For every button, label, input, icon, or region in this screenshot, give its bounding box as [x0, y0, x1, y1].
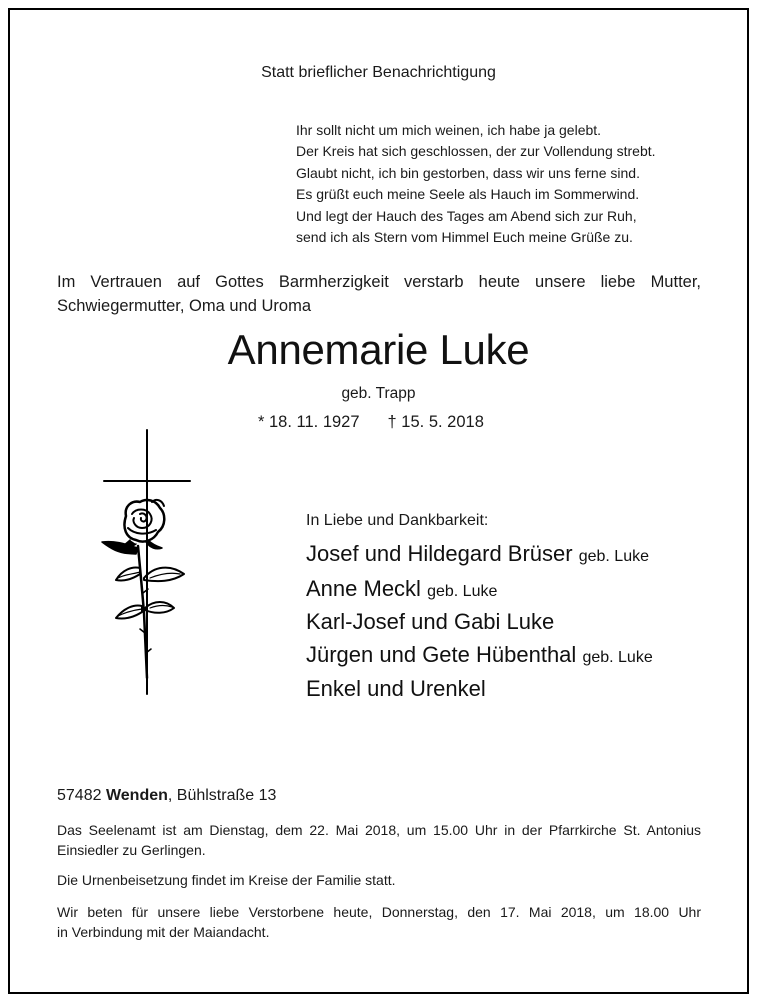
- address-street: , Bühlstraße 13: [167, 787, 277, 804]
- intro-line-2: Schwiegermutter, Oma und Uroma: [57, 297, 312, 315]
- mourner-name: Josef und Hildegard Brüser: [306, 541, 573, 566]
- mass-notice-line-2: Einsiedler zu Gerlingen.: [57, 842, 206, 858]
- header-line: Statt brieflicher Benachrichtigung: [261, 64, 496, 81]
- mourner-note: geb. Luke: [427, 583, 498, 600]
- mourner-name: Jürgen und Gete Hübenthal: [306, 642, 577, 667]
- mourner-line: [306, 576, 497, 602]
- poem-line: Der Kreis hat sich geschlossen, der zur Vollendung strebt.: [296, 143, 656, 160]
- mourner-name: Karl-Josef und Gabi Luke: [306, 609, 555, 634]
- poem: [296, 120, 656, 248]
- intro-line-1: Im Vertrauen auf Gottes Barmherzigkeit verstarb heute unsere liebe Mutter,: [57, 273, 701, 291]
- family-address: [57, 787, 276, 805]
- mourner-line: [306, 609, 554, 635]
- mass-notice: [57, 820, 701, 860]
- mourner-line: [306, 676, 486, 702]
- poem-line: Und legt der Hauch des Tages am Abend sich zur Ruh,: [296, 207, 637, 224]
- maiden-name: geb. Trapp: [341, 385, 416, 402]
- mourner-line: [306, 541, 649, 567]
- mourners-label: In Liebe und Dankbarkeit:: [306, 512, 489, 529]
- prayer-notice: [57, 902, 701, 942]
- birth-date: * 18. 11. 1927: [258, 413, 360, 431]
- mourner-name: Enkel und Urenkel: [306, 676, 486, 701]
- mass-notice-line-1: Das Seelenamt ist am Dienstag, dem 22. Mai 2018, um 15.00 Uhr in der Pfarrkirche St. Antonius: [57, 822, 701, 838]
- poem-line: Glaubt nicht, ich bin gestorben, dass wir uns ferne sind.: [296, 164, 640, 181]
- cross-rose-icon: [96, 428, 196, 698]
- poem-line: send ich als Stern vom Himmel Euch meine Grüße zu.: [296, 229, 633, 246]
- prayer-notice-line-2: in Verbindung mit der Maiandacht.: [57, 924, 270, 940]
- mourner-name: Anne Meckl: [306, 576, 421, 601]
- address-city: Wenden: [105, 787, 168, 804]
- intro-text: [57, 270, 701, 318]
- poem-line: Ihr sollt nicht um mich weinen, ich habe ja gelebt.: [296, 122, 602, 138]
- death-date: † 15. 5. 2018: [387, 413, 484, 431]
- mourner-note: geb. Luke: [578, 548, 649, 565]
- poem-line: Es grüßt euch meine Seele als Hauch im Sommerwind.: [296, 186, 640, 203]
- prayer-notice-line-1: Wir beten für unsere liebe Verstorbene heute, Donnerstag, den 17. Mai 2018, um 18.00 Uhr: [57, 904, 701, 920]
- mourner-note: geb. Luke: [582, 649, 653, 666]
- urn-notice: Die Urnenbeisetzung findet im Kreise der Familie statt.: [57, 872, 396, 888]
- deceased-name: Annemarie Luke: [227, 326, 530, 373]
- life-dates: [258, 413, 484, 432]
- mourner-line: [306, 642, 653, 668]
- address-zip: 57482: [57, 787, 102, 804]
